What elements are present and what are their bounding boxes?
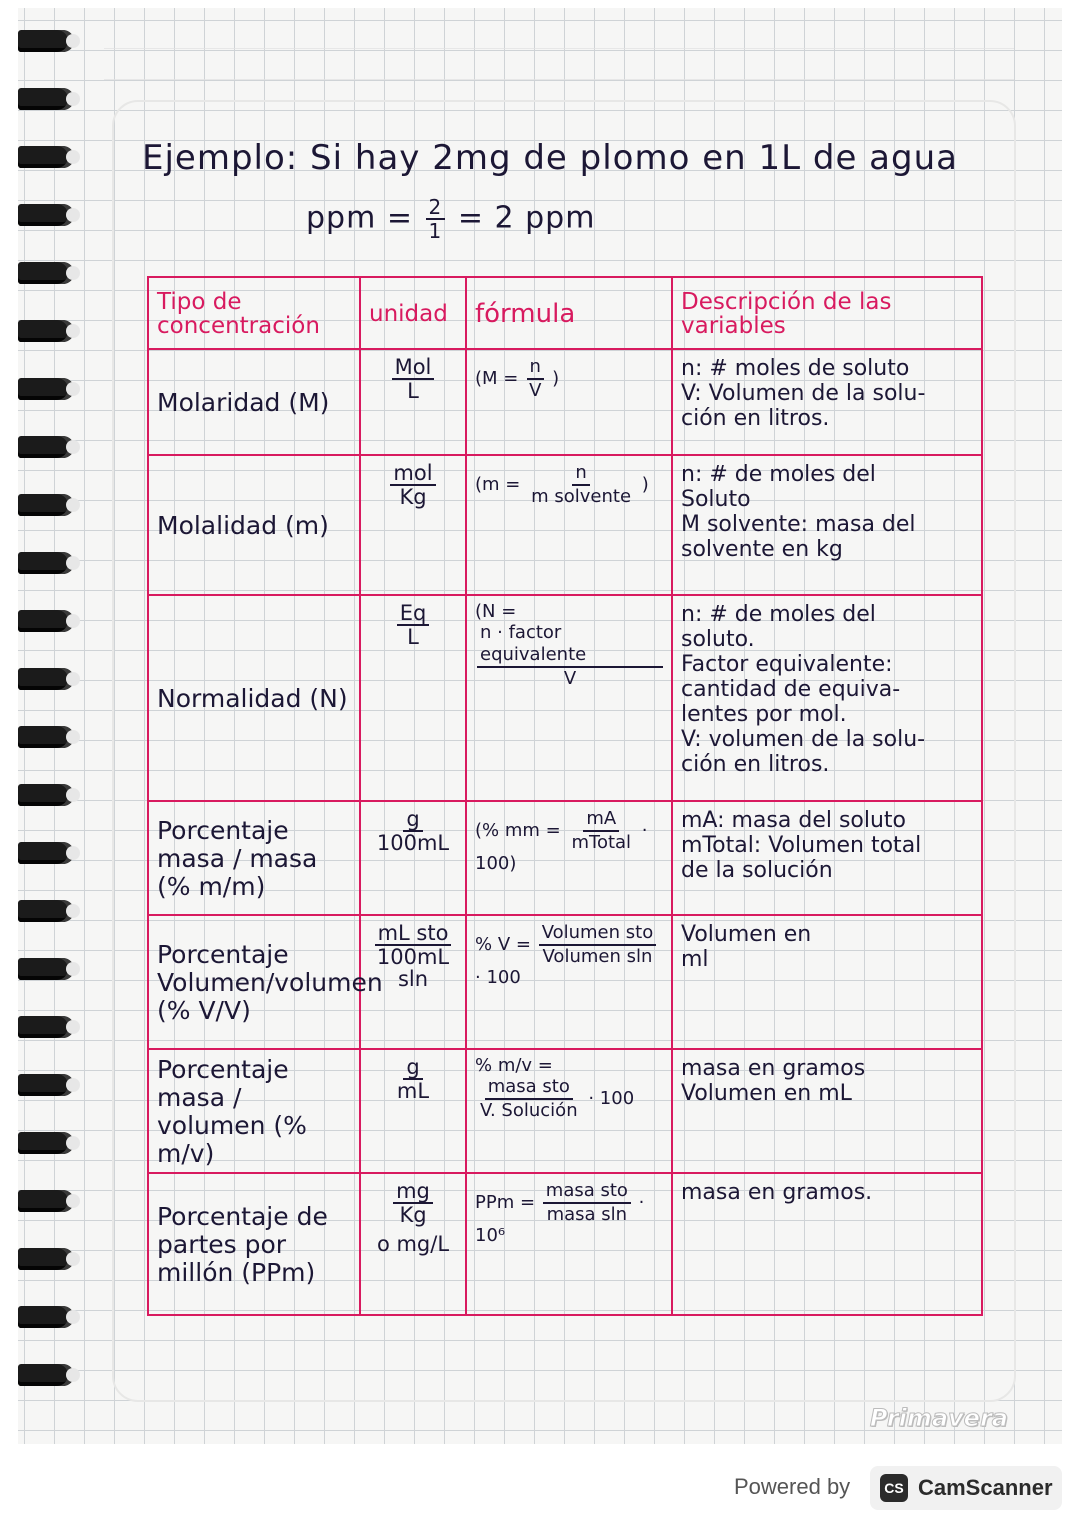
description-line: n: # de moles del [681, 602, 876, 627]
description-line: ml [681, 947, 709, 972]
description-cell [672, 349, 982, 455]
spiral-coil [18, 552, 74, 574]
formula-numerator: masa sto [485, 1076, 573, 1100]
unit-fraction [397, 602, 430, 648]
formula-numerator: Volumen sto [539, 922, 657, 946]
formula-suffix: ) [641, 474, 649, 495]
formula-suffix: · 10⁶ [475, 1192, 645, 1246]
description-line: soluto. [681, 627, 755, 652]
concentration-type [148, 801, 360, 915]
header-tipo: Tipo de concentración [148, 277, 360, 349]
spiral-coil [18, 1306, 74, 1328]
spiral-coil [18, 958, 74, 980]
spiral-coil [18, 1016, 74, 1038]
formula-numerator: mA [583, 808, 619, 832]
unit-denominator: mL [396, 1079, 430, 1103]
table-row [148, 1049, 982, 1173]
concentration-type [148, 915, 383, 1049]
formula-numerator: masa sto [543, 1180, 631, 1204]
formula-denominator: V [529, 380, 542, 401]
unit-fraction [393, 1180, 433, 1226]
description-line: M solvente: masa del [681, 512, 916, 537]
concentration-type-label: Molalidad (m) [157, 511, 329, 540]
description-cell [672, 455, 982, 595]
formula-prefix: (% mm = [475, 820, 561, 841]
table-row [148, 349, 982, 455]
unit-numerator: g [403, 808, 422, 832]
formula-cell [466, 349, 672, 455]
unit-cell [360, 455, 466, 595]
description-line: masa en gramos [681, 1056, 866, 1081]
table-row [148, 455, 982, 595]
unit-cell [360, 1049, 466, 1173]
concentration-type [148, 1173, 360, 1315]
formula-fraction [528, 462, 634, 508]
powered-by-label: Powered by [734, 1474, 851, 1499]
concentration-type-label: Porcentaje de partes por millón (PPm) [157, 1202, 328, 1287]
formula-fraction [539, 922, 657, 968]
concentration-type-label: Porcentaje Volumen/volumen (% V/V) [157, 940, 383, 1025]
unit-numerator: Mol [392, 356, 435, 380]
spiral-coil [18, 610, 74, 632]
description-cell [672, 915, 982, 1049]
spiral-coil [18, 1248, 74, 1270]
spiral-coil [18, 494, 74, 516]
spiral-binding [0, 30, 80, 1440]
header-unidad: unidad [360, 277, 466, 349]
formula-suffix: · 100) [475, 820, 648, 874]
formula-denominator: masa sln [546, 1204, 628, 1225]
formula-numerator: n · factor equivalente [477, 622, 663, 668]
ppm-denominator: 1 [428, 219, 443, 243]
formula-cell [466, 1049, 672, 1173]
description-cell [672, 1049, 982, 1173]
formula-prefix: % V = [475, 934, 531, 955]
spiral-coil [18, 1074, 74, 1096]
unit-alt: o mg/L [376, 1232, 450, 1256]
example-ppm-line [306, 196, 595, 242]
formula-suffix: · 100 [588, 1088, 635, 1109]
ppm-fraction [426, 196, 446, 242]
unit-fraction [394, 1056, 432, 1102]
spiral-coil [18, 784, 74, 806]
description-line: Factor equivalente: [681, 652, 893, 677]
spiral-coil [18, 726, 74, 748]
formula-prefix: (M = [475, 368, 519, 389]
formula-fraction [477, 1076, 581, 1122]
concentration-type [148, 595, 360, 801]
description-line: solvente en kg [681, 537, 843, 562]
unit-numerator: Eq [397, 602, 430, 626]
description-cell [672, 1173, 982, 1315]
formula-fraction [543, 1180, 631, 1226]
unit-denominator: 100mL sln [376, 945, 450, 991]
description-line: ción en litros. [681, 406, 830, 431]
formula-prefix: (N = [475, 601, 517, 622]
formula-denominator: V [563, 668, 577, 689]
description-line: Soluto [681, 487, 751, 512]
page-top-rule [104, 48, 1014, 80]
unit-cell [360, 801, 466, 915]
unit-numerator: mol [390, 462, 435, 486]
unit-denominator: 100mL [376, 831, 450, 855]
formula-cell [466, 595, 672, 801]
formula-prefix: % m/v = [475, 1055, 553, 1076]
formula-denominator: Volumen sln [542, 946, 653, 967]
description-line: Volumen en mL [681, 1081, 852, 1106]
unit-denominator: Kg [399, 485, 427, 509]
formula-denominator: mTotal [571, 832, 632, 853]
header-descripcion: Descripción de las variables [672, 277, 982, 349]
concentration-type-label: Porcentaje masa / masa (% m/m) [157, 816, 318, 901]
example-line: Ejemplo: Si hay 2mg de plomo en 1L de agua [142, 138, 958, 178]
spiral-coil [18, 1132, 74, 1154]
camscanner-icon: CS [880, 1474, 908, 1502]
table-row [148, 915, 982, 1049]
spiral-coil [18, 842, 74, 864]
spiral-coil [18, 262, 74, 284]
unit-denominator: L [407, 625, 419, 649]
formula-cell [466, 915, 672, 1049]
description-cell [672, 595, 982, 801]
description-line: Volumen en [681, 922, 812, 947]
description-line: ción en litros. [681, 752, 830, 777]
ppm-numerator: 2 [426, 196, 446, 220]
unit-fraction [392, 356, 435, 402]
formula-suffix: · 100 [475, 967, 521, 988]
header-formula: fórmula [466, 277, 672, 349]
spiral-coil [18, 436, 74, 458]
formula-cell [466, 801, 672, 915]
unit-fraction [390, 462, 435, 508]
formula-numerator: n [527, 356, 544, 380]
description-line: lentes por mol. [681, 702, 847, 727]
concentration-type [148, 455, 360, 595]
description-line: mA: masa del soluto [681, 808, 907, 833]
description-cell [672, 801, 982, 915]
description-line: mTotal: Volumen total [681, 833, 922, 858]
unit-fraction [374, 808, 452, 854]
unit-denominator: Kg [399, 1203, 427, 1227]
spiral-coil [18, 1364, 74, 1386]
unit-denominator: L [407, 379, 419, 403]
ppm-result: = 2 ppm [457, 200, 596, 236]
formula-cell [466, 1173, 672, 1315]
spiral-coil [18, 1190, 74, 1212]
table-row [148, 1173, 982, 1315]
camscanner-label: CamScanner [918, 1475, 1053, 1500]
spiral-coil [18, 30, 74, 52]
formula-cell [466, 455, 672, 595]
description-line: V: Volumen de la solu- [681, 381, 926, 406]
formula-denominator: V. Solución [480, 1100, 578, 1121]
spiral-coil [18, 668, 74, 690]
spiral-coil [18, 88, 74, 110]
concentration-type [148, 1049, 360, 1173]
description-line: n: # de moles del [681, 462, 876, 487]
ppm-prefix: ppm = [306, 200, 413, 236]
concentration-type-label: Porcentaje masa / volumen (% m/v) [157, 1055, 307, 1168]
primavera-logo: Primavera [869, 1404, 1008, 1432]
spiral-coil [18, 900, 74, 922]
description-line: V: volumen de la solu- [681, 727, 926, 752]
formula-prefix: PPm = [475, 1192, 536, 1213]
formula-numerator: n [572, 462, 589, 486]
table-row [148, 595, 982, 801]
concentration-type [148, 349, 360, 455]
unit-numerator: mL sto [375, 922, 452, 946]
concentration-type-label: Normalidad (N) [157, 684, 348, 713]
camscanner-badge[interactable] [870, 1466, 1062, 1510]
spiral-coil [18, 204, 74, 226]
table-header-row [148, 277, 982, 349]
unit-cell [360, 595, 466, 801]
unit-numerator: g [403, 1056, 422, 1080]
concentration-table [147, 276, 983, 1316]
formula-suffix: ) [552, 368, 560, 389]
formula-prefix: (m = [475, 474, 521, 495]
unit-cell [360, 1173, 466, 1315]
unit-fraction [365, 922, 461, 990]
table-row [148, 801, 982, 915]
unit-numerator: mg [393, 1180, 433, 1204]
spiral-coil [18, 378, 74, 400]
description-line: cantidad de equiva- [681, 677, 901, 702]
description-line: masa en gramos. [681, 1180, 873, 1205]
formula-fraction [526, 356, 544, 402]
formula-fraction [477, 622, 663, 690]
spiral-coil [18, 146, 74, 168]
spiral-coil [18, 320, 74, 342]
description-line: n: # moles de soluto [681, 356, 910, 381]
description-line: de la solución [681, 858, 833, 883]
formula-denominator: m solvente [531, 486, 632, 507]
formula-fraction [568, 808, 634, 854]
unit-cell [360, 915, 466, 1049]
unit-cell [360, 349, 466, 455]
concentration-type-label: Molaridad (M) [157, 388, 330, 417]
